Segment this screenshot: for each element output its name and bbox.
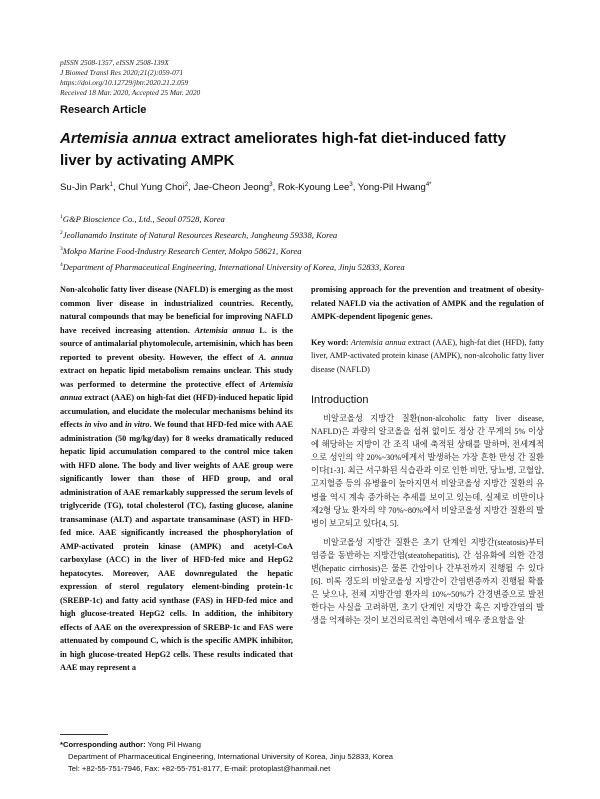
affiliation: $^1$G&P Bioscience Co., Ltd., Seoul 07528, Korea <box>60 213 225 224</box>
right-column <box>311 283 544 628</box>
doi-link[interactable]: https://doi.org/10.12729/jbtr.2020.21.2.059 <box>60 78 189 87</box>
title-rest: extract ameliorates high-fat diet-induced fatty liver by activating AMPK <box>60 130 506 169</box>
journal-citation: J Biomed Transl Res 2020;21(2):059-071 <box>60 68 184 77</box>
affiliation: $^4$Department of Pharmaceutical Engineering, International University of Korea, Jinju 52833, Korea <box>60 261 405 272</box>
author: Jae-Cheon Jeong$^3$, <box>193 182 278 194</box>
abstract-column <box>60 283 293 675</box>
introduction-heading: Introduction <box>311 394 369 406</box>
keywords-label: Key word: <box>311 337 349 347</box>
author: Rok-Kyoung Lee$^3$, <box>277 182 358 194</box>
affiliation: $^2$Jeollanamdo Institute of Natural Resources Research, Jangheung 59338, Korea <box>60 229 338 240</box>
correspondence-label: *Corresponding author: <box>60 740 146 749</box>
author: Chul Yung Choi$^2$, <box>118 182 194 194</box>
affiliation-list <box>60 210 405 273</box>
paper-title <box>60 128 540 172</box>
introduction-paragraph: 비알코올성 지방간 질환은 초기 단계인 지방간(steatosis)부터 염증을 동반하는 지방간염(steatohepatitis), 간 섬유화에 의한 간경변(hepatic cirrhosis)은 물론 간암이나 간부전까지 진행될 수 있다[6]. 비록 경도의 비알코올성 지방간이 간염변증까지 진행될 확률은 낮으나, 전체 지방간염 환자의 10%~50%가 간경변증으로 발전한다는 사실을 고려하면, 초기 단계인 지방간 혹은 지방간염의 발생을 억제하는 것이 보건의료적인 측면에서 매우 중요함을 알 <box>311 537 544 626</box>
received-dates: Received 18 Mar. 2020, Accepted 25 Mar. 2020 <box>60 88 201 97</box>
affiliation: $^3$Mokpo Marine Food-Industry Research Center, Mokpo 58621, Korea <box>60 245 302 256</box>
author-list <box>60 182 431 193</box>
title-italic: Artemisia annua <box>60 130 177 147</box>
abstract-continuation: promising approach for the prevention and treatment of obesity-related NAFLD via the activation of AMPK and the regulation of AMPK-dependent lipogenic genes. <box>311 285 544 321</box>
author: Su-Jin Park$^1$, <box>60 182 119 194</box>
correspondence-name: Yong Pil Hwang <box>145 740 201 749</box>
correspondence-footnote <box>60 739 393 775</box>
journal-header <box>60 58 200 98</box>
correspondence-contact: Tel: +82-55-751-7946, Fax: +82-55-751-8177, E-mail: protoplast@hanmail.net <box>68 764 331 773</box>
issn-line: pISSN 2508-1357, eISSN 2508-139X <box>60 58 169 67</box>
abstract-text: Non-alcoholic fatty liver disease (NAFLD) is emerging as the most common liver disease in industrialized countries. Recently, natural compounds that may be beneficial for improving NAFLD have received increasing attention. Artemisia annua L. is the source of antimalarial phytomolecule, artemisinin, which has been reported to prevent obesity. However, the effect of A. annua extract on hepatic lipid metabolism remains unclear. This study was performed to determine the protective effect of Artemisia annua extract (AAE) on high-fat diet (HFD)-induced hepatic lipid accumulation, and elucidate the molecular mechanisms behind its effects in vivo and in vitro. We found that HFD-fed mice with AAE administration (50 mg/kg/day) for 8 weeks dramatically reduced hepatic lipid accumulation compared to the control mice taken with HFD alone. The body and liver weights of AAE group were significantly lower than those of HFD group, and oral administration of AAE remarkably suppressed the serum levels of triglyceride (TG), total cholesterol (TC), fasting glucose, alanine transaminase (ALT) and aspartate transaminase (AST) in HFD-fed mice. AAE significantly increased the phosphorylation of AMP-activated protein kinase (AMPK) and acetyl-CoA carboxylase (ACC) in the liver of HFD-fed mice and HepG2 hepatocytes. Moreover, AAE downregulated the hepatic expression of sterol regulatory element-binding protein-1c (SREBP-1c) and fatty acid synthase (FAS) in HFD-fed mice and high glucose-treated HepG2 cells. In addition, the inhibitory effects of AAE on the overexpression of SREBP-1c and FAS were attenuated by compound C, which is the specific AMPK inhibitor, in high glucose-treated HepG2 cells. These results indicated that AAE may represent a <box>60 285 293 672</box>
introduction-paragraph: 비알코올성 지방간 질환(non-alcoholic fatty liver disease, NAFLD)은 과량의 알코올을 섭취 없이도 정상 간 무게의 5% 이상에 해당하는 지방이 간 조직 내에 축적된 상태를 말하며, 전세계적으로 성인의 약 20%~30%에게서 발생하는 가장 흔한 만성 간 질환이다[1-3]. 최근 서구화된 식습관과 이로 인한 비만, 당뇨병, 고혈압, 고지혈증 등의 유병율이 높아지면서 비알코올성 지방간 질환의 유병율 역시 계속 증가하는 추세를 보이고 있는데, 실제로 비만이나 제2형 당뇨 환자의 약 70%~80%에서 비알코올성 지방간 질환의 발병이 보고되고 있다[4, 5]. <box>311 414 544 528</box>
article-type: Research Article <box>60 104 147 116</box>
correspondence-address: Department of Pharmaceutical Engineering, International University of Korea, Jinju 52833, Korea <box>68 752 394 761</box>
footnote-rule <box>60 734 108 735</box>
author: Yong-Pil Hwang$^{4*}$ <box>357 182 432 194</box>
keywords: Key word: Artemisia annua extract (AAE), high-fat diet (HFD), fatty liver, AMP-activated protein kinase (AMPK), non-alcoholic fatty liver disease (NAFLD) <box>311 337 545 374</box>
